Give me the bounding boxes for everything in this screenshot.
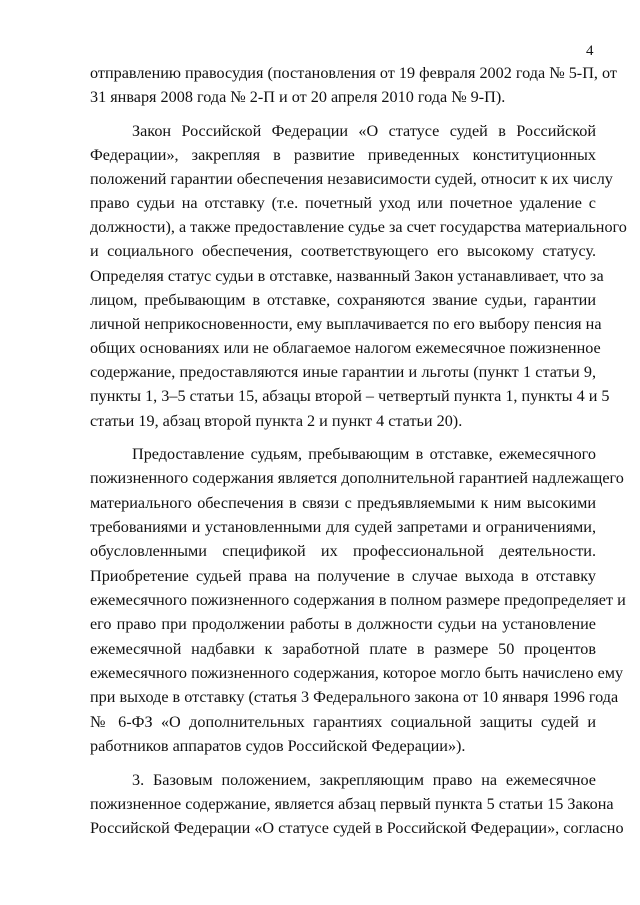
text-line: требованиями и установленными для судей запретами и ограничениями, <box>90 518 596 536</box>
text-line: материального обеспечения в связи с предъявляемыми к ним высокими <box>90 494 596 512</box>
text-line: содержание, предоставляются иные гарантии и льготы (пункт 1 статьи 9, <box>90 363 596 381</box>
text-line: личной неприкосновенности, ему выплачивается по его выбору пенсия на <box>90 315 602 333</box>
text-line: Российской Федерации «О статусе судей в Российской Федерации», согласно <box>90 819 624 837</box>
text-line: Приобретение судьей права на получение в случае выхода в отставку <box>90 567 596 585</box>
text-line: право судьи на отставку (т.е. почетный уход или почетное удаление с <box>90 194 596 212</box>
text-line: 31 января 2008 года № 2-П и от 20 апреля 2010 года № 9-П). <box>90 88 506 106</box>
text-line: № 6-ФЗ «О дополнительных гарантиях социальной защиты судей и <box>90 713 596 731</box>
text-line: Определяя статус судьи в отставке, названный Закон устанавливает, что за <box>90 267 604 285</box>
text-line: ежемесячного пожизненного содержания, которое могло быть начислено ему <box>90 664 624 682</box>
text-line: пункты 1, 3–5 статьи 15, абзацы второй – четвертый пункта 1, пункты 4 и 5 <box>90 387 610 405</box>
text-line: пожизненного содержания является дополнительной гарантией надлежащего <box>90 469 624 487</box>
text-line: 3. Базовым положением, закрепляющим право на ежемесячное <box>132 771 596 789</box>
text-line: пожизненное содержание, является абзац первый пункта 5 статьи 15 Закона <box>90 795 614 813</box>
text-line: ежемесячной надбавки к заработной плате в размере 50 процентов <box>90 640 596 658</box>
text-line: должности), а также предоставление судье за счет государства материального <box>90 218 627 236</box>
text-line: Предоставление судьям, пребывающим в отставке, ежемесячного <box>132 445 596 463</box>
page-number: 4 <box>586 43 594 59</box>
text-line: положений гарантии обеспечения независимости судей, относит к их числу <box>90 170 613 188</box>
text-line: ежемесячного пожизненного содержания в полном размере предопределяет и <box>90 591 626 609</box>
text-line: Федерации», закрепляя в развитие приведенных конституционных <box>90 146 596 164</box>
text-line: его право при продолжении работы в должности судьи на установление <box>90 615 596 633</box>
text-line: обусловленными спецификой их профессиональной деятельности. <box>90 542 596 560</box>
text-line: и социального обеспечения, соответствующего его высокому статусу. <box>90 242 596 260</box>
text-line: отправлению правосудия (постановления от 19 февраля 2002 года № 5-П, от <box>90 64 617 82</box>
text-line: при выходе в отставку (статья 3 Федерального закона от 10 января 1996 года <box>90 688 619 706</box>
text-line: Закон Российской Федерации «О статусе судей в Российской <box>132 122 596 140</box>
text-line: работников аппаратов судов Российской Федерации»). <box>90 737 466 755</box>
text-line: лицом, пребывающим в отставке, сохраняются звание судьи, гарантии <box>90 291 596 309</box>
text-line: статьи 19, абзац второй пункта 2 и пункт 4 статьи 20). <box>90 412 463 430</box>
text-line: общих основаниях или не облагаемое налогом ежемесячное пожизненное <box>90 339 601 357</box>
